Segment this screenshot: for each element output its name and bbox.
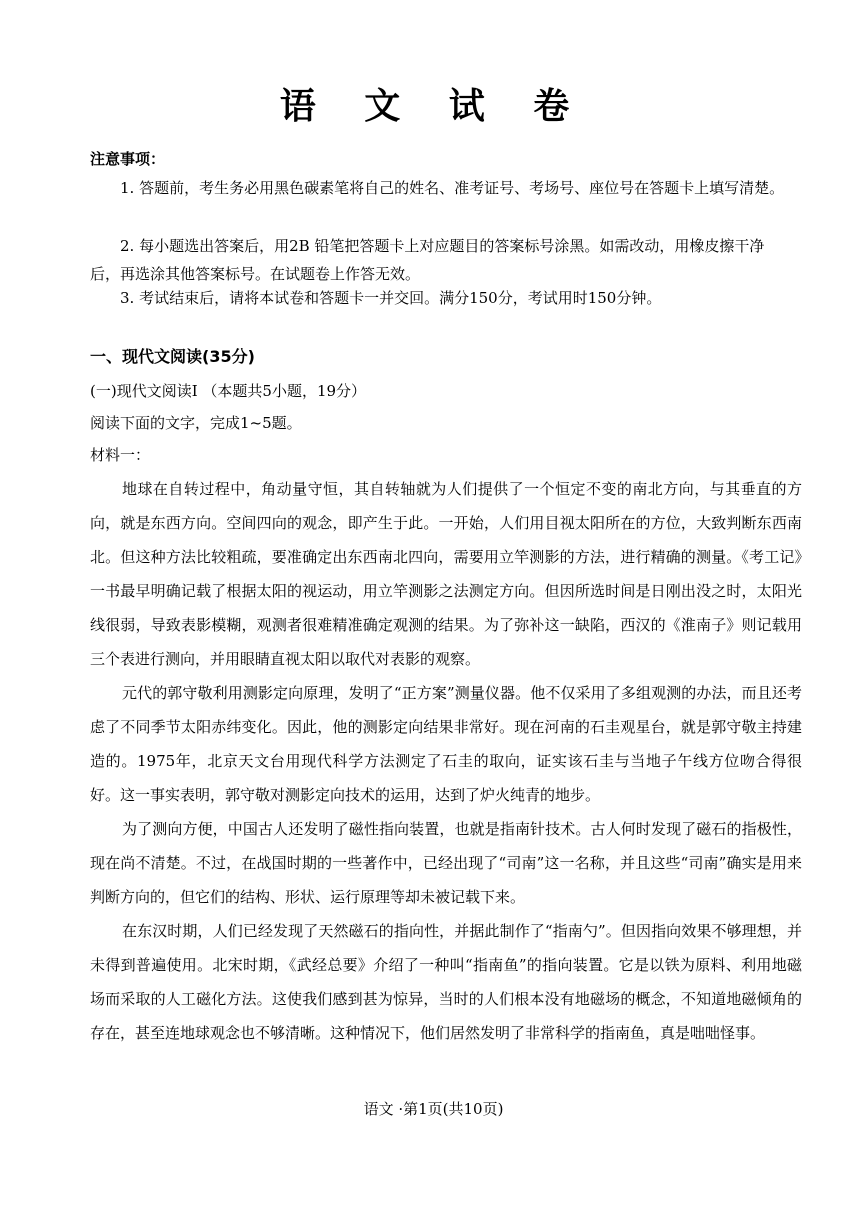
notice-heading: 注意事项：	[90, 150, 166, 168]
page-footer: 语文 ·第1页(共10页)	[363, 1100, 504, 1118]
instruction-text: 阅读下面的文字，完成1~5题。	[90, 414, 302, 432]
subsection-heading: (一)现代文阅读I （本题共5小题，19分）	[90, 382, 367, 400]
notice-item-2: 2. 每小题选出答案后，用2B 铅笔把答题卡上对应题目的答案标号涂黑。如需改动，用橡皮擦干净后，再选涂其他答案标号。在试题卷上作答无效。	[90, 237, 765, 283]
notice-item-1: 1. 答题前，考生务必用黑色碳素笔将自己的姓名、准考证号、考场号、座位号在答题卡上填写清楚。	[120, 179, 785, 197]
page-title: 语 文 试 卷	[279, 85, 588, 127]
passage-paragraph-2: 元代的郭守敬利用测影定向原理，发明了“正方案”测量仪器。他不仅采用了多组观测的办法，而且还考虑了不同季节太阳赤纬变化。因此，他的测影定向结果非常好。现在河南的石圭观星台，就是郭守敬主持建造的。1975年，北京天文台用现代科学方法测定了石圭的取向，证实该石圭与当地子午线方位吻合得很好。这一事实表明，郭守敬对测影定向技术的运用，达到了炉火纯青的地步。	[90, 684, 802, 804]
notice-item-3: 3. 考试结束后，请将本试卷和答题卡一并交回。满分150分，考试用时150分钟。	[120, 289, 662, 307]
passage-paragraph-1: 地球在自转过程中，角动量守恒，其自转轴就为人们提供了一个恒定不变的南北方向，与其垂直的方向，就是东西方向。空间四向的观念，即产生于此。一开始，人们用目视太阳所在的方位，大致判断东西南北。但这种方法比较粗疏，要准确定出东西南北四向，需要用立竿测影的方法，进行精确的测量。《考工记》一书最早明确记载了根据太阳的视运动，用立竿测影之法测定方向。但因所选时间是日刚出没之时，太阳光线很弱，导致表影模糊，观测者很难精准确定观测的结果。为了弥补这一缺陷，西汉的《淮南子》则记载用三个表进行测向，并用眼睛直视太阳以取代对表影的观察。	[90, 480, 802, 668]
passage-paragraph-3: 为了测向方便，中国古人还发明了磁性指向装置，也就是指南针技术。古人何时发现了磁石的指极性，现在尚不清楚。不过，在战国时期的一些著作中，已经出现了“司南”这一名称，并且这些“司南”确实是用来判断方向的，但它们的结构、形状、运行原理等却未被记载下来。	[90, 820, 802, 906]
material-label: 材料一：	[90, 446, 151, 464]
section-heading: 一、现代文阅读(35分)	[90, 347, 255, 366]
passage-paragraph-4: 在东汉时期，人们已经发现了天然磁石的指向性，并据此制作了“指南勺”。但因指向效果不够理想，并未得到普遍使用。北宋时期，《武经总要》介绍了一种叫“指南鱼”的指向装置。它是以铁为原料、利用地磁场而采取的人工磁化方法。这使我们感到甚为惊异，当时的人们根本没有地磁场的概念，不知道地磁倾角的存在，甚至连地球观念也不够清晰。这种情况下，他们居然发明了非常科学的指南鱼，真是咄咄怪事。	[90, 922, 802, 1042]
